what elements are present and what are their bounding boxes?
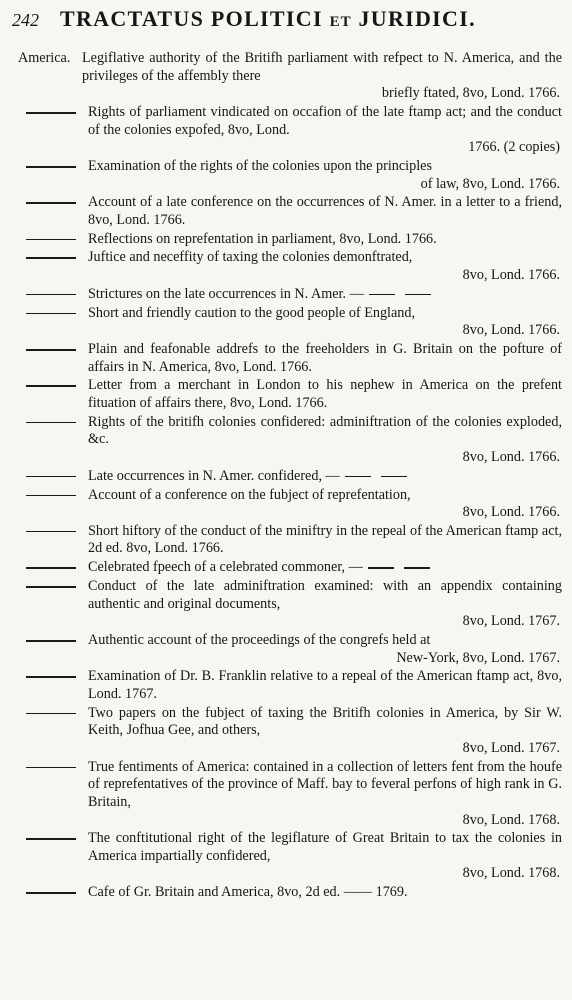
filler-dash [369,294,395,295]
filler-dash [405,294,431,295]
running-title-et: ET [329,14,352,30]
ditto-dash [26,676,76,678]
entry-imprint: 8vo, Lond. 1768. [462,865,560,882]
entry-title: Plain and feafonable addrefs to the freeholders in G. Britain on the pofture of affairs in N. America, 8vo, Lond. 1766. [88,341,562,375]
entry-title: Reflections on reprefentation in parliament, 8vo, Lond. 1766. [88,230,437,247]
catalogue-entry [12,559,562,577]
entry-imprint: briefly ftated, 8vo, Lond. 1766. [381,85,560,102]
entry-title: Conduct of the late adminiftration examined: with an appendix containing authentic and original documents, [88,578,562,612]
catalogue-entry [12,705,562,758]
filler-dash [368,567,394,568]
catalogue-entry [12,231,562,249]
catalogue-entry [12,830,562,883]
entry-title: Rights of parliament vindicated on occafion of the late ftamp act; and the conduct of the colonies expofed, 8vo, Lond. [88,103,562,138]
entry-imprint: 8vo, Lond. 1766. [462,504,560,521]
entry-imprint: 1766. (2 copies) [468,139,560,156]
entry-title: Examination of Dr. B. Franklin relative to a repeal of the American ftamp act, 8vo, Lond. 1767. [88,668,562,702]
catalogue-entry [12,632,562,667]
ditto-dash [26,112,76,114]
entry-title: Short and friendly caution to the good people of England, [88,304,416,321]
entry-title: Account of a late conference on the occurrences of N. Amer. in a letter to a friend, 8vo, Lond. 1766. [88,194,562,228]
ditto-dash [26,586,76,588]
entry-title: True fentiments of America: contained in a collection of letters fent from the houfe of reprefentatives of the province of Maff. bay to feveral perfons of high rank in G. Britain, [88,758,562,810]
catalogue-entry [12,487,562,522]
entry-title: Short hiftory of the conduct of the miniftry in the repeal of the American ftamp act, 2d ed. 8vo, Lond. 1766. [88,522,562,557]
entry-title: Late occurrences in N. Amer. confidered, — [88,467,340,484]
filler-dash [381,476,407,477]
catalogue-entry [12,468,562,486]
catalogue-entry [12,523,562,558]
ditto-dash [26,166,76,168]
ditto-dash [26,713,76,715]
catalogue-entry [12,759,562,829]
entry-imprint: 8vo, Lond. 1766. [462,448,560,465]
ditto-dash [26,313,76,315]
entry-title: Authentic account of the proceedings of the congrefs held at [88,632,431,648]
ditto-dash [26,838,76,840]
entry-imprint: New-York, 8vo, Lond. 1767. [396,649,560,666]
ditto-dash [26,495,76,497]
entry-title: Cafe of Gr. Britain and America, 8vo, 2d ed. —— 1769. [88,884,408,901]
ditto-dash [26,640,76,642]
entry-imprint: 8vo, Lond. 1767. [462,739,560,756]
catalogue-entry [12,104,562,157]
entry-imprint: 8vo, Lond. 1766. [462,267,560,284]
entry-heading: America. [18,50,71,66]
catalogue-entry [12,668,562,703]
ditto-dash [26,385,76,387]
entry-title: Examination of the rights of the colonies upon the principles [88,157,432,174]
catalogue-entries [12,50,562,902]
running-title-part2: JURIDICI. [358,6,476,31]
ditto-dash [26,349,76,351]
filler-dash [345,476,371,477]
ditto-dash [26,294,76,296]
ditto-dash [26,567,76,569]
running-title [60,6,476,32]
catalogue-entry [12,194,562,229]
ditto-dash [26,476,76,478]
ditto-dash [26,531,76,533]
ditto-dash [26,239,76,241]
entry-title: Account of a conference on the fubject of reprefentation, [88,486,411,503]
catalogue-entry [12,341,562,376]
ditto-dash [26,767,76,769]
catalogue-entry [12,884,562,902]
catalogue-entry [12,50,562,103]
entry-imprint: 8vo, Lond. 1766. [462,322,560,339]
page-number: 242 [12,10,39,30]
entry-imprint: of law, 8vo, Lond. 1766. [420,175,560,192]
entry-imprint: 8vo, Lond. 1767. [462,613,560,630]
entry-title: Rights of the britifh colonies confidered: adminiftration of the colonies exploded, &c. [88,413,562,448]
catalogue-entry [12,377,562,412]
catalogue-entry [12,286,562,304]
catalogue-entry [12,305,562,340]
entry-title: Celebrated fpeech of a celebrated commoner, — [88,559,363,576]
running-title-part1: TRACTATUS POLITICI [60,6,323,31]
ditto-dash [26,892,76,894]
catalogue-entry [12,249,562,284]
ditto-dash [26,422,76,424]
entry-title: The conftitutional right of the legiflature of Great Britain to tax the colonies in America impartially confidered, [88,830,562,864]
ditto-dash [26,202,76,204]
catalogue-entry [12,158,562,193]
entry-title: Strictures on the late occurrences in N. Amer. — [88,285,364,302]
page-header [12,6,562,50]
entry-title: Letter from a merchant in London to his nephew in America on the prefent fituation of affairs there, 8vo, Lond. 1766. [88,377,562,411]
entry-imprint: 8vo, Lond. 1768. [462,811,560,828]
filler-dash [404,567,430,568]
entry-title: Two papers on the fubject of taxing the Britifh colonies in America, by Sir W. Keith, Jofhua Gee, and others, [88,704,562,739]
entry-title: Juftice and neceffity of taxing the colonies demonftrated, [88,249,413,266]
entry-title: Legiflative authority of the Britifh parliament with refpect to N. America, and the privileges of the affembly there [82,50,562,84]
catalogue-entry [12,414,562,467]
ditto-dash [26,257,76,259]
catalogue-entry [12,578,562,631]
